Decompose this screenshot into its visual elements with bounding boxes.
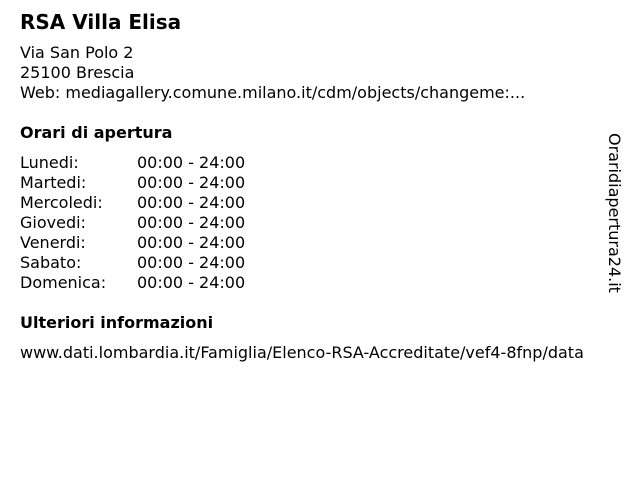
hours-row-saturday: [20, 253, 245, 273]
day-label: Giovedi:: [20, 213, 86, 232]
day-label: Venerdi:: [20, 233, 86, 252]
hours-row-thursday: [20, 213, 245, 233]
website-link[interactable]: Web: mediagallery.comune.milano.it/cdm/objects/changeme:...: [20, 83, 526, 102]
day-label: Domenica:: [20, 273, 107, 292]
time-range: 00:00 - 24:00: [137, 253, 246, 272]
opening-hours-table: [20, 153, 245, 293]
time-range: 00:00 - 24:00: [137, 233, 246, 252]
hours-row-sunday: [20, 273, 245, 293]
hours-row-friday: [20, 233, 245, 253]
hours-row-wednesday: [20, 193, 245, 213]
hours-row-tuesday: [20, 173, 245, 193]
address-block: [20, 43, 525, 103]
time-range: 00:00 - 24:00: [137, 193, 246, 212]
time-range: 00:00 - 24:00: [137, 173, 246, 192]
day-label: Sabato:: [20, 253, 82, 272]
more-info-heading: Ulteriori informazioni: [20, 313, 214, 332]
day-label: Mercoledi:: [20, 193, 103, 212]
city-address: 25100 Brescia: [20, 63, 135, 82]
more-info-link[interactable]: www.dati.lombardia.it/Famiglia/Elenco-RSA-Accreditate/vef4-8fnp/data: [20, 343, 584, 362]
day-label: Lunedi:: [20, 153, 79, 172]
street-address: Via San Polo 2: [20, 43, 134, 62]
place-name: RSA Villa Elisa: [20, 10, 182, 34]
time-range: 00:00 - 24:00: [137, 153, 246, 172]
site-brand-vertical: Oraridiapertura24.it: [605, 133, 624, 293]
hours-row-monday: [20, 153, 245, 173]
day-label: Martedi:: [20, 173, 87, 192]
time-range: 00:00 - 24:00: [137, 213, 246, 232]
opening-hours-heading: Orari di apertura: [20, 123, 173, 142]
time-range: 00:00 - 24:00: [137, 273, 246, 292]
